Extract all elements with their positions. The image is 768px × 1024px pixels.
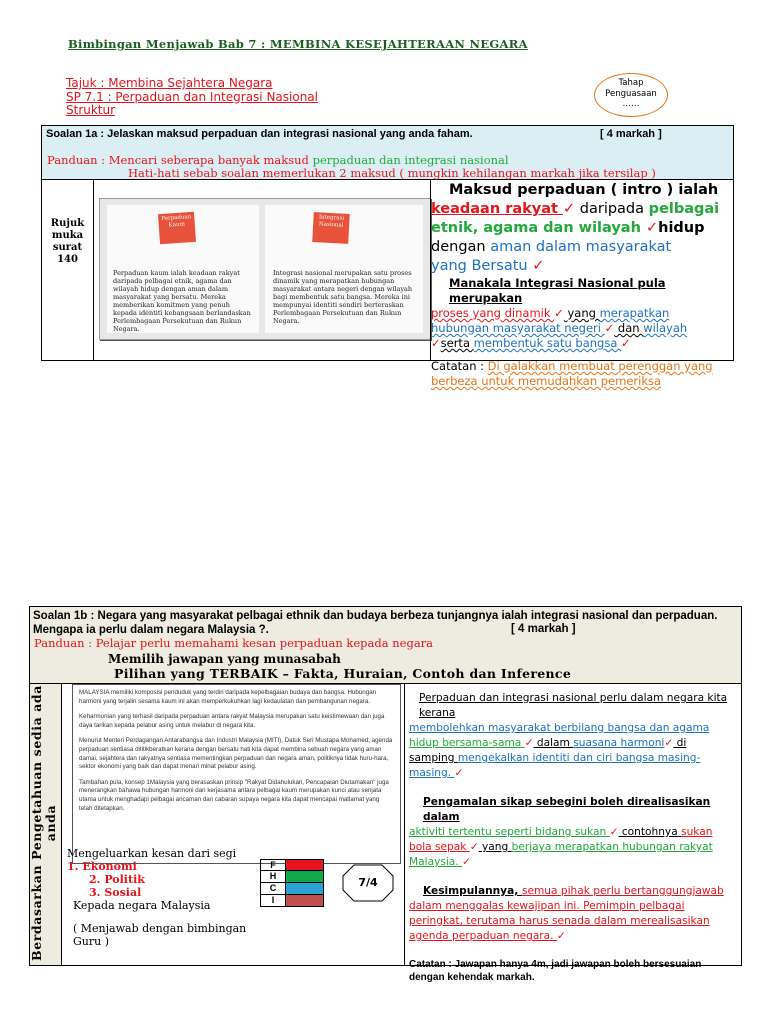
answer-1b-aktiviti: aktiviti tertentu seperti bidang sukan — [409, 826, 610, 838]
answer-1b-yang: yang — [478, 841, 512, 853]
answer-1b-samping: samping — [409, 752, 458, 764]
page-title: Bimbingan Menjawab Bab 7 : MEMBINA KESEJAHTERAAN NEGARA — [68, 37, 528, 51]
kesan-ekonomi: 1. Ekonomi — [67, 860, 137, 873]
fhci-label: F — [261, 860, 286, 870]
kesan-block — [67, 847, 267, 948]
check-icon: ✓ — [469, 841, 479, 853]
answer-1a-pelbagai: pelbagai — [648, 201, 720, 217]
answer-1a-wilayah: wilayah — [643, 321, 688, 335]
check-icon: ✓ — [609, 826, 619, 838]
fhci-color-swatch — [286, 883, 323, 894]
perpaduan-kaum-card — [107, 205, 259, 333]
check-icon: ✓ — [431, 336, 441, 350]
question-1b-text — [33, 609, 717, 637]
fhci-color-swatch — [286, 860, 323, 870]
passage-paragraph-1: MALAYSIA memiliki komposisi penduduk yang terdiri daripada kepelbagaian budaya dan bangsa. Hubungan harmoni yang terjalin sesama kaum ini akan memperkukuhkan lagi kedaulatan dan pembangunan negara. — [79, 689, 377, 705]
answer-1b-p2-line1: Pengamalan sikap sebegini boleh direalisasikan dalam — [423, 796, 711, 823]
answer-1a-hubungan: hubungan masyarakat negeri — [431, 321, 605, 335]
passage-paragraph-3: Menurut Menteri Perdagangan Antarabangsa dan Industri Malaysia (MITI), Datuk Seri Mustapa Mohamed, agenda perpaduan sentiasa dititikberatkan kerana dengan bersatu hati kita dapat membina sebuah negara yang aman damai, sejahtera dan rakyatnya sentiasa mementingkan perpaduan dan negara aman, politiknya tidak huru-hara, sektor ekonomi yang baik dan dapat menari minat pelabur asing. — [79, 737, 393, 771]
tahap-label: Tahap — [618, 78, 644, 88]
kesan-politik: 2. Politik — [89, 873, 145, 886]
check-icon: ✓ — [563, 201, 576, 217]
answer-1a-line8 — [431, 321, 733, 336]
answer-1b-harmoni: suasana harmoni — [573, 737, 665, 749]
answer-1b-p3-line2: dalam menggalas kewajipan ini. Pemimpin pelbagai — [409, 900, 685, 912]
question-1a-table — [41, 125, 734, 388]
fhci-color-swatch — [286, 871, 323, 882]
question-1b-line2: Mengapa ia perlu dalam negara Malaysia ?. — [33, 624, 269, 636]
question-1b-marks: [ 4 markah ] — [511, 623, 576, 635]
perpaduan-kaum-text: Perpaduan kaum ialah keadaan rakyat daripada pelbagai etnik, agama dan wilayah hidup dengan aman dalam masyarakat yang bersatu. Mereka memberikan komitmen yang penuh kepada identiti kebangsaan berlandaskan Perlembagaan Persekutuan dan Rukun Negara. — [113, 269, 251, 333]
answer-1b-p1-line4 — [409, 751, 739, 766]
answer-1a — [431, 181, 733, 389]
answer-1a-hidup: hidup — [658, 220, 705, 236]
answer-1a-line2 — [431, 200, 733, 219]
answer-1a-intro: Maksud perpaduan ( intro ) ialah — [449, 182, 719, 198]
answer-1b-sukan: sukan — [681, 826, 713, 838]
side-label-cell — [30, 684, 62, 965]
rujuk-muka-surat: Rujuk muka surat 140 — [50, 218, 85, 265]
answer-1b-masing: masing. — [409, 767, 455, 779]
answer-1b-p3-line1 — [409, 884, 739, 899]
answer-1b-p1-line3 — [409, 736, 739, 751]
answer-1b-p1-line1: Perpaduan dan integrasi nasional perlu dalam negara kita kerana — [419, 692, 728, 719]
answer-1a-bersatu: yang Bersatu — [431, 258, 533, 274]
check-icon: ✓ — [454, 767, 464, 779]
fhci-label: C — [261, 883, 286, 894]
answer-1a-dan: dan — [614, 321, 644, 335]
check-icon: ✓ — [462, 856, 471, 868]
tahap-penguasaan-badge — [594, 73, 668, 117]
question-1b-table — [29, 606, 742, 983]
check-icon: ✓ — [554, 306, 564, 320]
fhci-row — [260, 871, 324, 883]
answer-1a-line5 — [431, 257, 733, 276]
passage-paragraph-2: Keharmonian yang terhasil daripada perpaduan antara rakyat Malaysia merupakan satu keistimewaan dan juga daya tarikan kepada pelabur asing untuk melabur di negara kita. — [79, 713, 385, 729]
answer-1a-line6: Manakala Integrasi Nasional pula merupakan — [449, 276, 666, 305]
topic-tajuk: Tajuk : Membina Sejahtera Negara — [66, 76, 273, 90]
answer-1a-line7 — [431, 306, 733, 321]
passage-paragraph-4: Tambahan pula, konsep 1Malaysia yang berasaskan prinsip "Rakyat Didahulukan, Pencapaian Diutamakan" juga menerangkan bahawa hubungan harmoni dan kerjasama antara pelbagai kaum merupakan kunci atau senjata utama untuk menghadapi pelbagai ancaman dan cabaran supaya negara kita dapat mencapai matlamat yang telah ditetapkan. — [79, 778, 389, 812]
penguasaan-label: Penguasaan — [605, 88, 657, 99]
answer-1b-hidup: hidup bersama-sama — [409, 737, 525, 749]
answer-1a-dengan: dengan — [431, 239, 491, 255]
fhci-color-swatch — [286, 895, 323, 906]
fhci-label: H — [261, 871, 286, 882]
answer-1b-p1-line5 — [409, 766, 739, 781]
tag-kaum: Kaum — [168, 221, 186, 229]
catatan-label: Catatan : — [431, 359, 488, 373]
integrasi-nasional-text: Integrasi nasional merupakan satu proses dinamik yang merapatkan hubungan masyarakat antara negeri dengan wilayah bagi membentuk satu bangsa. Mereka ini mempunyai identiti sendiri berteraskan Perlembagaan Persekutuan dan Rukun Negara. — [273, 269, 413, 325]
answer-1b — [409, 691, 739, 984]
answer-1a-proses: proses yang dinamik — [431, 306, 555, 320]
answer-1b-bola-sepak: bola sepak — [409, 841, 470, 853]
question-1a-panduan — [47, 153, 509, 167]
answer-1a-keadaan: keadaan rakyat — [431, 201, 563, 217]
check-icon: ✓ — [664, 737, 674, 749]
question-1b-heading2: Pilihan yang TERBAIK – Fakta, Huraian, Contoh dan Inference — [114, 666, 572, 681]
tag-integrasi: Integrasi — [318, 214, 345, 222]
question-1b-heading1: Memilih jawapan yang munasabah — [108, 652, 341, 666]
answer-1b-p2-line4 — [409, 855, 739, 870]
score-value: 7/4 — [358, 876, 378, 889]
rujuk-cell — [42, 180, 94, 360]
tag-perpaduan: Perpaduan — [161, 213, 192, 223]
tahap-value: …… — [622, 99, 640, 109]
check-icon: ✓ — [532, 258, 545, 274]
fhci-row — [260, 895, 324, 907]
answer-1a-merapatkan: merapatkan — [599, 306, 670, 320]
question-1a-header — [42, 126, 733, 180]
news-passage-image — [72, 684, 401, 864]
answer-1a-daripada: daripada — [579, 201, 649, 217]
side-label-text: Berdasarkan Pengetahuan sedia ada anda — [29, 685, 58, 961]
answer-1b-catatan: Catatan : Jawapan hanya 4m, jadi jawapan boleh bersesuaian dengan kehendak markah. — [409, 959, 702, 983]
check-icon: ✓ — [604, 321, 615, 335]
integrasi-nasional-card — [265, 205, 423, 333]
perpaduan-kaum-tag — [158, 212, 196, 244]
check-icon: ✓ — [621, 336, 631, 350]
check-icon: ✓ — [645, 220, 659, 236]
kepada-negara: Kepada negara Malaysia — [73, 899, 211, 912]
question-1a-text: Soalan 1a : Jelaskan maksud perpaduan dan integrasi nasional yang anda faham. — [46, 128, 473, 140]
answer-1a-line4 — [431, 238, 733, 257]
answer-1a-serta: serta — [440, 336, 474, 350]
fhci-row — [260, 859, 324, 871]
panduan-highlight: perpaduan dan integrasi nasional — [312, 153, 509, 167]
answer-1a-membentuk: membentuk satu bangsa — [473, 336, 622, 350]
answer-1b-p1-line2: membolehkan masyarakat berbilang bangsa dan agama — [409, 722, 710, 734]
answer-1a-aman: aman dalam masyarakat — [490, 239, 672, 255]
topic-sp: SP 7.1 : Perpaduan dan Integrasi Nasional — [66, 89, 318, 104]
answer-1a-line9 — [431, 336, 733, 351]
kesan-sosial: 3. Sosial — [89, 886, 142, 899]
header-topic-block — [66, 77, 318, 118]
answer-1a-line3 — [431, 219, 733, 238]
answer-1b-semua-pihak: semua pihak perlu bertanggungjawab — [521, 885, 724, 897]
answer-1b-p2-line3 — [409, 840, 739, 855]
kesan-intro: Mengeluarkan kesan dari segi — [67, 847, 237, 860]
fhci-row — [260, 883, 324, 895]
catatan-line2: berbeza untuk memudahkan pemeriksa — [431, 374, 662, 388]
cell-divider-1b — [404, 684, 405, 965]
check-icon: ✓ — [556, 930, 566, 942]
answer-1a-catatan — [431, 359, 733, 374]
answer-1a-yang: yang — [563, 306, 600, 320]
fhci-label: I — [261, 895, 286, 906]
fhci-legend — [260, 859, 324, 907]
answer-1b-agenda: agenda perpaduan negara. — [409, 930, 557, 942]
integrasi-nasional-tag — [312, 212, 350, 244]
answer-1b-contohnya: contohnya — [618, 826, 682, 838]
score-badge — [342, 864, 394, 902]
question-1a-marks: [ 4 markah ] — [600, 128, 662, 140]
answer-1b-malaysia: Malaysia. — [409, 856, 463, 868]
panduan-text: Panduan : Mencari seberapa banyak maksud — [47, 153, 313, 167]
answer-1b-p3-line4 — [409, 929, 739, 944]
question-1b-line1: Soalan 1b : Negara yang masyarakat pelbagai ethnik dan budaya berbeza tunjangnya ialah integrasi nasional dan perpaduan. — [33, 610, 718, 622]
answer-1b-dalam: dalam — [533, 737, 574, 749]
answer-1b-p3-line3: peringkat, terutama harus senada dalam merealisasikan — [409, 915, 710, 927]
answer-1a-etnik: etnik, agama dan wilayah — [431, 220, 646, 236]
answer-1b-di: di — [673, 737, 687, 749]
topic-struktur: Struktur — [66, 103, 116, 117]
bimbingan-guru: ( Menjawab dengan bimbingan Guru ) — [73, 922, 247, 948]
answer-1b-p2-line2 — [409, 825, 739, 840]
question-1b-panduan: Panduan : Pelajar perlu memahami kesan perpaduan kepada negara — [34, 636, 434, 650]
answer-1b-berjaya: berjaya merapatkan hubungan rakyat — [511, 841, 713, 853]
check-icon: ✓ — [524, 737, 534, 749]
question-1b-header — [30, 607, 741, 684]
answer-1b-kesimpulannya: Kesimpulannya, — [423, 885, 522, 897]
answer-1b-identiti: mengekalkan identiti dan ciri bangsa masing- — [457, 752, 701, 764]
catatan-line1: Di galakkan membuat perenggan yang — [487, 359, 713, 373]
textbook-excerpt-image — [99, 198, 431, 340]
tag-nasional: Nasional — [318, 221, 344, 229]
question-1a-warning: Hati-hati sebab soalan memerlukan 2 maksud ( mungkin kehilangan markah jika tersilap ) — [128, 166, 656, 180]
